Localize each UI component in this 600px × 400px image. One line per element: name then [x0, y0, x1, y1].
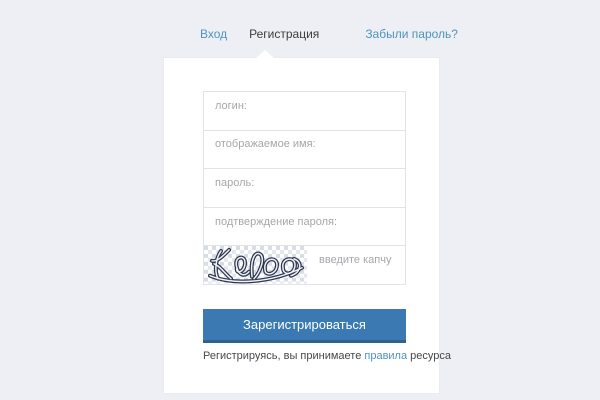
tab-forgot-password[interactable]: Забыли пароль? [365, 27, 458, 41]
tab-login[interactable]: Вход [200, 27, 228, 41]
tab-register[interactable]: Регистрация [249, 27, 320, 41]
auth-tabs [200, 27, 458, 41]
register-button[interactable]: Зарегистрироваться [203, 309, 406, 343]
display-name-field-row [204, 130, 405, 169]
captcha-image [204, 246, 307, 284]
password-confirm-input[interactable] [204, 208, 405, 246]
registration-card [163, 57, 451, 394]
captcha-field-row [204, 245, 405, 284]
active-tab-notch [256, 50, 274, 58]
login-input[interactable] [204, 92, 405, 130]
captcha-input[interactable] [307, 246, 405, 284]
password-input[interactable] [204, 169, 405, 207]
password-confirm-field-row [204, 207, 405, 246]
terms-text-after: ресурса [407, 350, 451, 362]
password-field-row [204, 168, 405, 207]
terms-text [203, 350, 451, 362]
terms-text-before: Регистрируясь, вы принимаете [203, 350, 365, 362]
display-name-input[interactable] [204, 131, 405, 169]
registration-form [203, 91, 406, 285]
login-field-row [204, 92, 405, 130]
terms-rules-link[interactable]: правила [364, 350, 408, 362]
